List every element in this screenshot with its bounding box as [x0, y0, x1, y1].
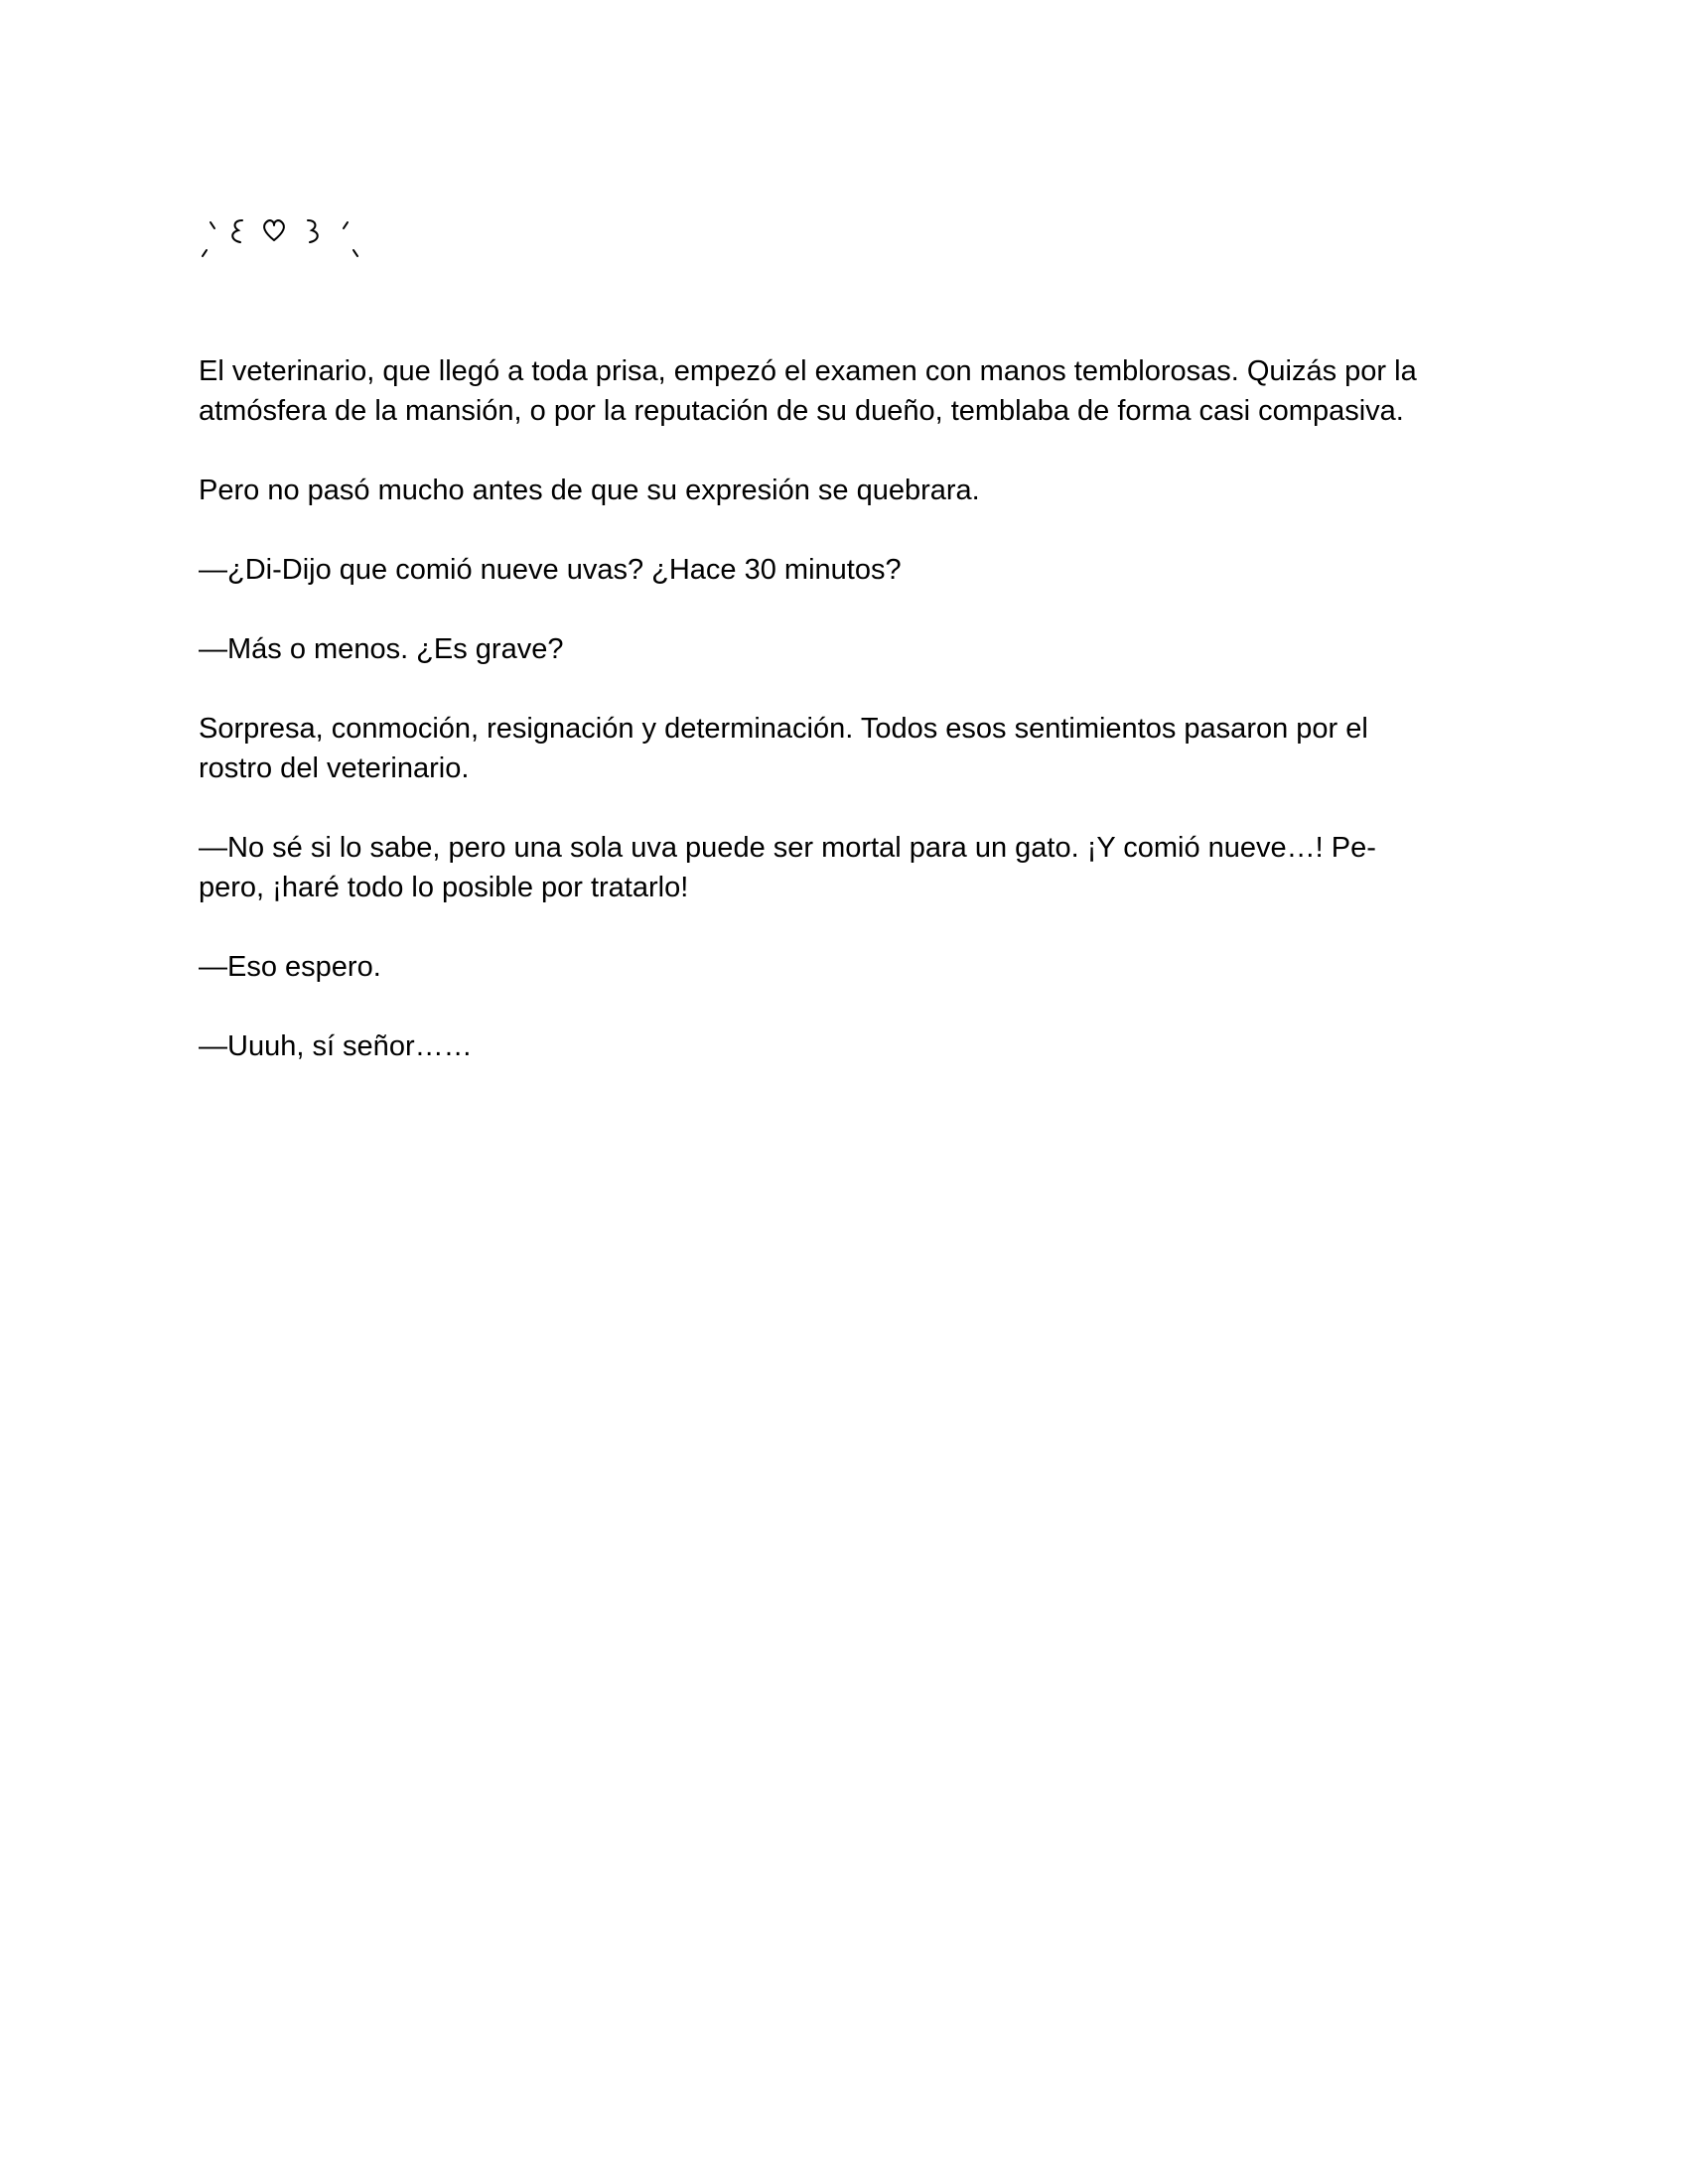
text-line: —Más o menos. ¿Es grave? [199, 633, 564, 665]
text-line: Pero no pasó mucho antes de que su expresión se quebrara. [199, 475, 980, 506]
text-line: —¿Di-Dijo que comió nueve uvas? ¿Hace 30 minutos? [199, 554, 902, 586]
heart-ornament [195, 206, 373, 266]
text-line: Sorpresa, conmoción, resignación y determinación. Todos esos sentimientos pasaron por el [199, 713, 1368, 745]
document-body [199, 351, 1499, 1106]
text-line: atmósfera de la mansión, o por la reputación de su dueño, temblaba de forma casi compasiva. [199, 395, 1404, 427]
dialogue-line [199, 828, 1499, 907]
dialogue-line [199, 550, 1499, 590]
paragraph [199, 351, 1499, 431]
dialogue-line [199, 947, 1499, 987]
text-line: —Eso espero. [199, 951, 381, 983]
text-line: —Uuuh, sí señor…… [199, 1030, 473, 1062]
dialogue-line [199, 1026, 1499, 1066]
text-line: El veterinario, que llegó a toda prisa, empezó el examen con manos temblorosas. Quizás por la [199, 355, 1417, 387]
dialogue-line [199, 629, 1499, 669]
text-line: —No sé si lo sabe, pero una sola uva puede ser mortal para un gato. ¡Y comió nueve…! Pe- [199, 832, 1376, 864]
heart-ornament-icon [195, 206, 373, 266]
paragraph [199, 709, 1499, 788]
paragraph [199, 471, 1499, 510]
text-line: rostro del veterinario. [199, 752, 470, 784]
text-line: pero, ¡haré todo lo posible por tratarlo! [199, 872, 689, 903]
